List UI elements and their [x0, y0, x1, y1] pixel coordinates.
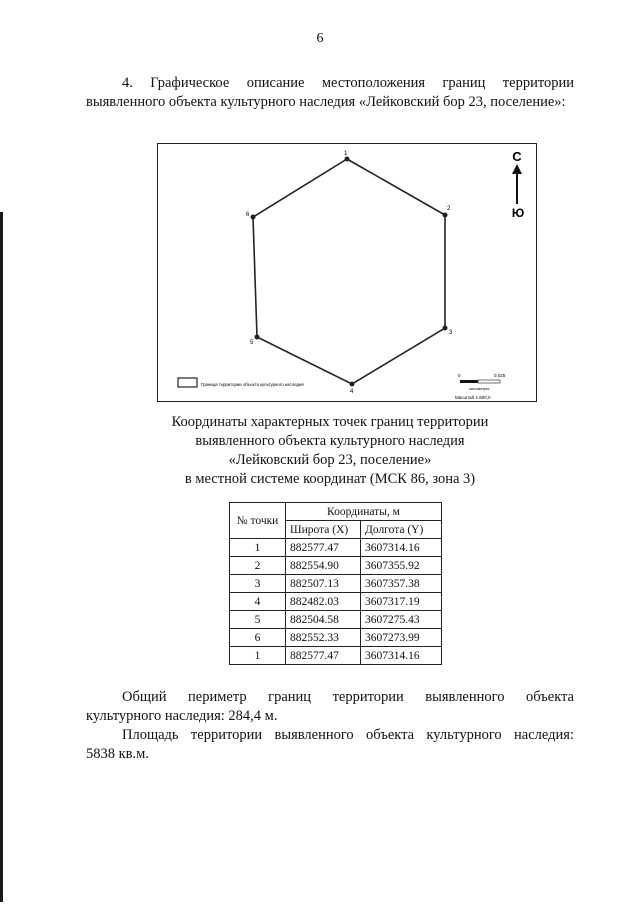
- row-latitude: 882504.58: [286, 611, 361, 629]
- vertex-5: [255, 335, 260, 340]
- row-point-number: 4: [230, 593, 286, 611]
- row-latitude: 882482.03: [286, 593, 361, 611]
- row-longitude: 3607357.38: [361, 575, 442, 593]
- row-longitude: 3607275.43: [361, 611, 442, 629]
- page-number: 6: [316, 31, 324, 46]
- row-latitude: 882577.47: [286, 539, 361, 557]
- row-longitude: 3607314.16: [361, 647, 442, 665]
- scale-bar-white: [478, 380, 500, 383]
- point-label-1: 1: [344, 151, 348, 157]
- section-heading: [86, 74, 574, 112]
- scale-ratio-label: Масштаб 1:600,0: [455, 395, 491, 400]
- legend-swatch: [178, 378, 197, 387]
- section-heading-text: 4. Графическое описание местоположения границ территории выявленного объекта культурного наследия «Лейковский бор 23, поселение»:: [86, 75, 574, 110]
- legend-label: Граница территории объекта культурного наследия: [201, 382, 304, 387]
- caption-line-3: «Лейковский бор 23, поселение»: [228, 452, 432, 468]
- point-label-4: 4: [350, 389, 354, 395]
- row-latitude: 882552.33: [286, 629, 361, 647]
- point-label-3: 3: [449, 330, 453, 336]
- area-text-1: Площадь территории выявленного объекта культурного наследия:: [122, 727, 574, 743]
- perimeter-line-1: [86, 688, 574, 707]
- summary-block: [86, 688, 574, 764]
- boundary-map-svg: [158, 144, 538, 403]
- boundary-map: [157, 143, 537, 402]
- caption-line-1: Координаты характерных точек границ территории: [171, 414, 489, 430]
- perimeter-text-1: Общий периметр границ территории выявленного объекта: [122, 689, 574, 705]
- south-label: Ю: [511, 206, 525, 220]
- row-latitude: 882507.13: [286, 575, 361, 593]
- row-longitude: 3607273.99: [361, 629, 442, 647]
- north-label: С: [512, 149, 522, 164]
- header-coordinates: Координаты, м: [286, 503, 442, 521]
- coordinates-table: [229, 502, 442, 665]
- point-label-2: 2: [447, 206, 451, 212]
- row-point-number: 6: [230, 629, 286, 647]
- table-row: [230, 593, 442, 611]
- table-row: [230, 557, 442, 575]
- north-arrow-icon: [512, 164, 522, 174]
- vertex-1: [345, 157, 350, 162]
- row-latitude: 882554.90: [286, 557, 361, 575]
- table-caption: [120, 413, 540, 489]
- row-point-number: 1: [230, 647, 286, 665]
- boundary-polygon: [253, 159, 445, 384]
- point-label-6: 6: [246, 212, 250, 218]
- scan-edge-bar: [0, 212, 3, 902]
- header-latitude: Широта (X): [286, 521, 361, 539]
- row-point-number: 3: [230, 575, 286, 593]
- row-longitude: 3607314.16: [361, 539, 442, 557]
- header-point-number: № точки: [230, 503, 286, 539]
- vertex-2: [443, 213, 448, 218]
- vertex-3: [443, 326, 448, 331]
- row-longitude: 3607355.92: [361, 557, 442, 575]
- scale-bar-black: [460, 380, 478, 383]
- vertex-6: [251, 215, 256, 220]
- table-row: [230, 575, 442, 593]
- row-point-number: 2: [230, 557, 286, 575]
- scale-start-label: 0: [458, 373, 461, 378]
- caption-line-4: в местной системе координат (МСК 86, зона 3): [184, 471, 476, 487]
- area-line-2: 5838 кв.м.: [86, 746, 149, 762]
- scale-end-label: 0,025: [494, 373, 506, 378]
- row-longitude: 3607317.19: [361, 593, 442, 611]
- table-row: [230, 611, 442, 629]
- scale-unit-label: километры: [469, 386, 490, 391]
- perimeter-line-2: культурного наследия: 284,4 м.: [86, 708, 278, 724]
- table-row: [230, 629, 442, 647]
- header-longitude: Долгота (Y): [361, 521, 442, 539]
- row-point-number: 5: [230, 611, 286, 629]
- table-row: [230, 539, 442, 557]
- area-line-1: [86, 726, 574, 745]
- point-label-5: 5: [250, 340, 254, 346]
- row-point-number: 1: [230, 539, 286, 557]
- table-row: [230, 647, 442, 665]
- caption-line-2: выявленного объекта культурного наследия: [195, 433, 465, 449]
- row-latitude: 882577.47: [286, 647, 361, 665]
- vertex-4: [350, 382, 355, 387]
